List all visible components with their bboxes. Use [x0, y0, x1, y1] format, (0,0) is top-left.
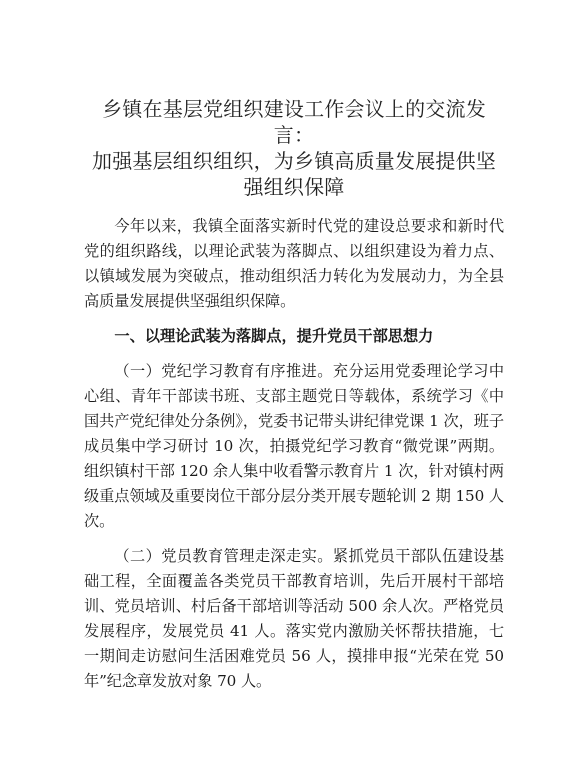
paragraph-2: （二）党员教育管理走深走实。紧抓党员干部队伍建设基础工程，全面覆盖各类党员干部教育培训，先后开展村干部培训、党员培训、村后备干部培训等活动 500 余人次。严格党员发展程序，发展党员 41 人。落实党内激励关怀帮扶措施，七一期间走访慰问生活困难党员 56 人，摸排申报“光荣在党 50 年”纪念章发放对象 70 人。: [84, 547, 504, 690]
section-heading-1: 一、以理论武装为落脚点，提升党员干部思想力: [114, 327, 434, 345]
document-body: [84, 214, 504, 694]
intro-paragraph: 今年以来，我镇全面落实新时代党的建设总要求和新时代党的组织路线，以理论武装为落脚点、以组织建设为着力点、以镇域发展为突破点，推动组织活力转化为发展动力，为全县高质量发展提供坚强组织保障。: [84, 217, 504, 310]
title-line-1: 乡镇在基层党组织建设工作会议上的交流发言：: [102, 97, 486, 147]
paragraph-1: （一）党纪学习教育有序推进。充分运用党委理论学习中心组、青年干部读书班、支部主题党日等载体，系统学习《中国共产党纪律处分条例》，党委书记带头讲纪律党课 1 次，班子成员集中学习研讨 10 次，拍摄党纪学习教育“微党课”两期。组织镇村干部 120 余人集中收看警示教育片 1 次，针对镇村两级重点领域及重要岗位干部分层分类开展专题轮训 2 期 150 人次。: [84, 362, 504, 530]
title-line-3: 强组织保障: [243, 175, 345, 199]
document-title: [84, 96, 504, 200]
title-line-2: 加强基层组织组织，为乡镇高质量发展提供坚: [92, 149, 496, 173]
